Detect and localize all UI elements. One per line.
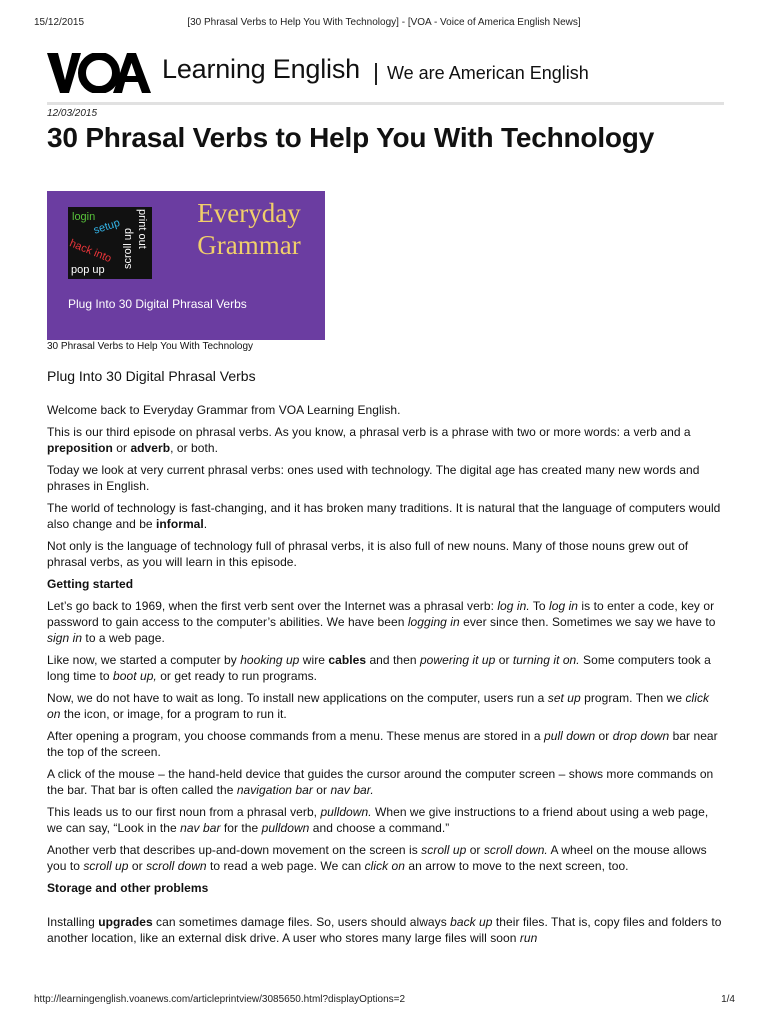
bold-term: adverb [130,441,171,455]
text-run: can sometimes damage files. So, users should always [152,915,451,929]
body-paragraph [47,766,723,798]
section-heading: Storage and other problems [47,881,209,895]
text-run: program. Then we [580,691,686,705]
text-run: bar near the top of the screen. [47,729,718,759]
phrasal-verb-term: scroll down [146,859,207,873]
article-date: 12/03/2015 [47,108,98,119]
phrasal-verb-term: nav bar. [330,783,374,797]
text-run: is to enter a code, key or password to gain access to the computer’s abilities. We have been [47,599,715,629]
body-paragraph [47,728,723,760]
text-run: or [128,859,147,873]
word-setup: setup [92,216,122,237]
text-run: Let’s go back to 1969, when the first verb sent over the Internet was a phrasal verb: [47,599,498,613]
body-paragraph [47,690,723,722]
bold-term: cables [328,653,367,667]
phrasal-verb-term: log in [549,599,579,613]
text-run: or [595,729,613,743]
phrasal-verb-term: sign in [47,631,83,645]
text-run: or [466,843,484,857]
text-run: After opening a program, you choose commands from a menu. These menus are stored in a [47,729,545,743]
phrasal-verb-term: scroll up [83,859,129,873]
text-run: Another verb that describes up-and-down movement on the screen is [47,843,422,857]
word-print-out: print out [136,209,148,249]
header-rule [47,102,724,105]
body-paragraph [47,462,723,494]
print-page-title: [30 Phrasal Verbs to Help You With Technology] - [VOA - Voice of America English News] [187,17,581,28]
article-body [47,402,723,952]
word-scroll-up: scroll up [122,228,134,269]
text-run: and then [366,653,420,667]
phrasal-verb-term: scroll up [421,843,467,857]
body-paragraph [47,652,723,684]
text-run: an arrow to move to the next screen, too. [405,859,629,873]
text-run: To [529,599,550,613]
text-run: This is our third episode on phrasal verbs. As you know, a phrasal verb is a phrase with two or more words: a verb and a [47,425,691,439]
phrasal-verb-term: turning it on. [512,653,580,667]
text-run: wire [299,653,329,667]
text-run: or get ready to run programs. [156,669,318,683]
phrasal-verb-term: navigation bar [236,783,313,797]
text-run: A wheel on the mouse allows you to [47,843,707,873]
phrasal-verb-term: pulldown [261,821,310,835]
section-heading: Getting started [47,577,134,591]
body-paragraph [47,424,723,456]
phrasal-verb-term: scroll down. [483,843,548,857]
phrasal-verb-term: powering it up [419,653,496,667]
word-login: login [72,211,96,223]
text-run: Now, we do not have to wait as long. To install new applications on the computer, users run a [47,691,548,705]
phrasal-verb-term: pulldown. [320,805,372,819]
text-run: to a web page. [82,631,165,645]
text-run: A click of the mouse – the hand-held device that guides the cursor around the computer screen – shows more commands on the bar. That bar is often called the [47,767,714,797]
text-run: for the [220,821,262,835]
body-paragraph [47,500,723,532]
phrasal-verbs-word-box [68,207,152,279]
bold-term: informal [156,517,204,531]
bold-term: preposition [47,441,113,455]
text-run: Installing [47,915,99,929]
text-run: This leads us to our first noun from a phrasal verb, [47,805,321,819]
text-run: Like now, we started a computer by [47,653,241,667]
text-run: and choose a command.” [309,821,450,835]
body-paragraph [47,914,723,946]
text-run: or [312,783,331,797]
body-paragraph [47,402,723,418]
article-title: 30 Phrasal Verbs to Help You With Technology [47,122,655,153]
text-run: Welcome back to Everyday Grammar from VOA Learning English. [47,403,401,417]
phrasal-verb-term: click on [47,691,710,721]
phrasal-verb-term: boot up, [113,669,157,683]
text-run: , or both. [170,441,218,455]
image-heading-everyday: Everyday [197,198,301,228]
text-run: to read a web page. We can [206,859,365,873]
phrasal-verb-term: set up [547,691,581,705]
phrasal-verb-term: drop down [612,729,670,743]
phrasal-verb-term: back up [450,915,493,929]
brand-tagline: We are American English [387,63,589,83]
word-hack-into: hack into [67,237,114,266]
text-run: Today we look at very current phrasal verbs: ones used with technology. The digital age has created many new words and phrases in English. [47,463,700,493]
body-paragraph [47,804,723,836]
phrasal-verb-term: hooking up [240,653,300,667]
phrasal-verb-term: run [519,931,538,945]
word-pop-up: pop up [71,264,105,276]
text-run: or [495,653,513,667]
phrasal-verb-term: log in. [497,599,530,613]
body-paragraph [47,538,723,570]
article-subhead: Plug Into 30 Digital Phrasal Verbs [47,368,256,384]
phrasal-verb-term: nav bar [180,821,221,835]
image-tagline: Plug Into 30 Digital Phrasal Verbs [68,297,247,311]
text-run: ever since then. Sometimes we say we have to [459,615,716,629]
phrasal-verb-term: logging in [407,615,460,629]
body-paragraph [47,842,723,874]
print-url[interactable]: http://learningenglish.voanews.com/articleprintview/3085650.html?displayOptions=2 [34,994,406,1005]
text-run: Not only is the language of technology full of phrasal verbs, it is also full of new nouns. Many of those nouns grew out of phrasal verbs, as you will learn in this episode. [47,539,689,569]
text-run: or [112,441,131,455]
text-run: When we give instructions to a friend about using a web page, we can say, “Look in the [47,805,709,835]
page-number: 1/4 [721,994,735,1005]
text-run: The world of technology is fast-changing, and it has broken many traditions. It is natural that the language of computers would also change and be [47,501,721,531]
text-run: their files. That is, copy files and folders to another location, like an external disk drive. A user who stores many large files will soon [47,915,722,945]
brand-name[interactable]: Learning English [162,54,360,84]
text-run: Some computers took a long time to [47,653,711,683]
image-caption: 30 Phrasal Verbs to Help You With Technology [47,341,254,352]
text-run: . [203,517,208,531]
masthead-divider [375,63,377,85]
image-heading-grammar: Grammar [197,230,301,260]
voa-logo-icon[interactable] [47,53,151,93]
masthead [47,50,727,100]
article-image [47,191,325,340]
bold-term: upgrades [98,915,153,929]
text-run: the icon, or image, for a program to run it. [60,707,287,721]
phrasal-verb-term: pull down [544,729,596,743]
print-header [0,17,768,31]
print-date: 15/12/2015 [34,17,85,28]
phrasal-verb-term: click on [364,859,406,873]
body-paragraph [47,598,723,646]
